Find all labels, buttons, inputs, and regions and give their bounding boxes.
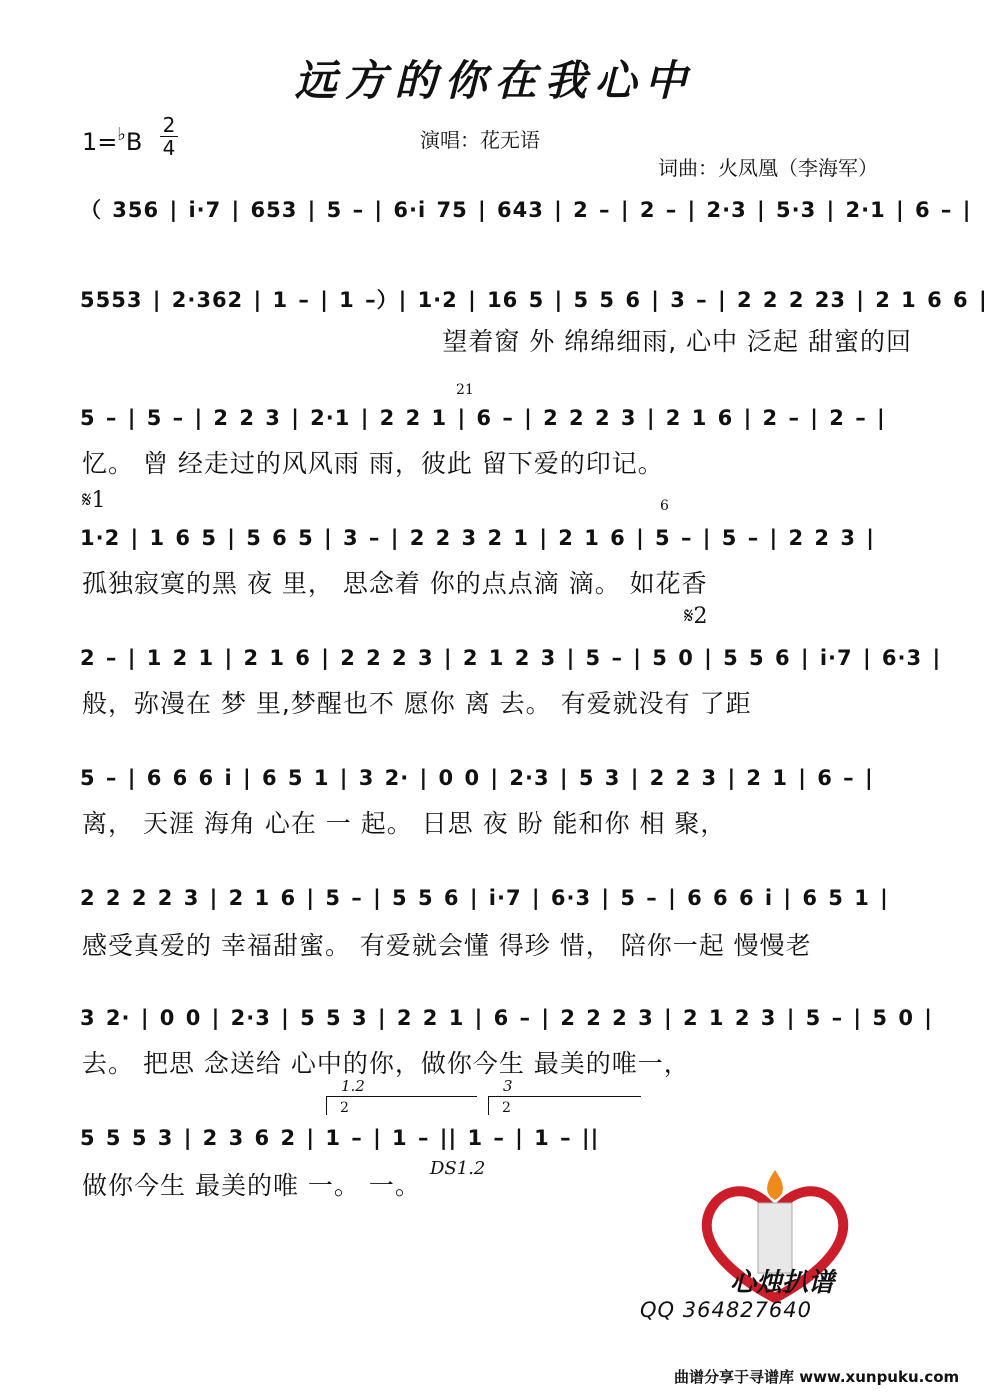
dal-segno-mark: DS1.2 xyxy=(430,1158,486,1179)
footer-source: 曲谱分享于寻谱库 www.xunpuku.com xyxy=(674,1368,960,1386)
notation-row-1 xyxy=(80,186,972,230)
notation-row-9 xyxy=(80,1118,660,1162)
candle-flame xyxy=(767,1170,783,1200)
time-top: 2 xyxy=(160,114,178,137)
grace-note-2a: 2 xyxy=(340,1100,349,1116)
key-note: B xyxy=(125,128,143,156)
notes-row-1: （ 356 | i·7 | 653 | 5 – | 6·i 75 | 643 | 2 – | 2 – | 2·3 | 5·3 | 2·1 | 6 – | xyxy=(80,198,972,222)
notes-row-3: 5 – | 5 – | 2 2 3 | 2·1 | 2 2 1 | 6 – | 2 2 2 3 | 2 1 6 | 2 – | 2 – | xyxy=(80,406,886,430)
key-signature xyxy=(82,124,143,156)
lyrics-row-8: 去。 把思 念送给 心中的你，做你今生 最美的唯一， xyxy=(82,1049,690,1078)
composer-credit: 词曲：火凤凰（李海军） xyxy=(658,156,878,180)
singer-credit: 演唱：花无语 xyxy=(420,128,540,152)
notes-row-4: 1·2 | 1 6 5 | 5 6 5 | 3 – | 2 2 3 2 1 | 2 1 6 | 5 – | 5 – | 2 2 3 | xyxy=(80,526,875,550)
lyrics-row-3: 忆。 曾 经走过的风风雨 雨，彼此 留下爱的印记。 xyxy=(82,449,664,478)
lyrics-row-9: 做你今生 最美的唯 一。 一。 xyxy=(82,1171,421,1200)
segno-1-icon: 𝄋1 xyxy=(82,488,106,513)
notes-row-6: 5 – | 6 6 6 i | 6 5 1 | 3 2· | 0 0 | 2·3 | 5 3 | 2 2 3 | 2 1 | 6 – | xyxy=(80,766,874,790)
notes-row-7: 2 2 2 2 3 | 2 1 6 | 5 – | 5 5 6 | i·7 | 6·3 | 5 – | 6 6 6 i | 6 5 1 | xyxy=(80,886,889,910)
volta-1-2-label: 1.2 xyxy=(341,1077,365,1095)
notation-row-8 xyxy=(80,998,933,1042)
notes-row-9: 5 5 5 3 | 2 3 6 2 | 1 – | 1 – || 1 – | 1 – || xyxy=(80,1126,600,1150)
notes-row-8: 3 2· | 0 0 | 2·3 | 5 5 3 | 2 2 1 | 6 – | 2 2 2 3 | 2 1 2 3 | 5 – | 5 0 | xyxy=(80,1006,933,1030)
lyrics-row-4: 孤独寂寞的黑 夜 里， 思念着 你的点点滴 滴。 如花香 xyxy=(82,569,708,598)
key-prefix: 1= xyxy=(82,128,118,156)
notation-row-5 xyxy=(80,638,942,682)
segno-2-icon: 𝄋2 xyxy=(684,604,708,629)
volta-bracket-3 xyxy=(488,1077,641,1115)
lyrics-row-6: 离， 天涯 海角 心在 一 起。 日思 夜 盼 能和你 相 聚， xyxy=(82,809,727,838)
volta-3-label: 3 xyxy=(503,1077,513,1095)
lyrics-row-7: 感受真爱的 幸福甜蜜。 有爱就会懂 得珍 惜， 陪你一起 慢慢老 xyxy=(82,931,812,960)
grace-note-6: 6 xyxy=(660,498,669,514)
time-signature xyxy=(160,114,178,159)
notation-row-6 xyxy=(80,758,912,802)
lyrics-row-2: 望着窗 外 绵绵细雨, 心中 泛起 甜蜜的回 xyxy=(442,327,912,356)
notation-row-3 xyxy=(80,398,912,442)
notes-row-2: 5553 | 2·362 | 1 – | 1 –）| 1·2 | 16 5 | 5 5 6 | 3 – | 2 2 2 23 | 2 1 6 6 | xyxy=(80,288,988,312)
notes-row-5: 2 – | 1 2 1 | 2 1 6 | 2 2 2 3 | 2 1 2 3 | 5 – | 5 0 | 5 5 6 | i·7 | 6·3 | xyxy=(80,646,942,670)
logo-text: 心烛扒谱 xyxy=(730,1268,835,1298)
notation-row-7 xyxy=(80,878,912,922)
notation-row-4 xyxy=(80,518,912,562)
time-bottom: 4 xyxy=(162,136,176,160)
qq-contact: QQ 364827640 xyxy=(640,1298,812,1322)
flat-symbol: ♭ xyxy=(117,124,126,145)
grace-note-2b: 2 xyxy=(502,1100,511,1116)
grace-note-21: 21 xyxy=(456,382,474,398)
song-title: 远方的你在我心中 xyxy=(294,56,695,105)
lyrics-row-5: 般，弥漫在 梦 里,梦醒也不 愿你 离 去。 有爱就没有 了距 xyxy=(82,689,752,718)
notation-row-2 xyxy=(80,276,988,320)
